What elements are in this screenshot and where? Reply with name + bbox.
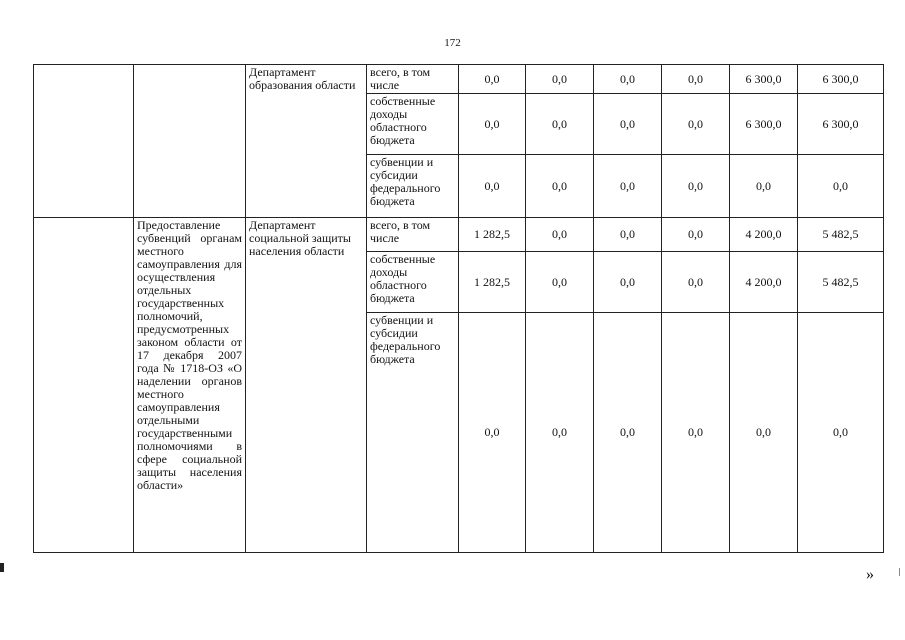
value-cell: 6 300,0 <box>730 65 798 94</box>
source-cell: субвенции и субсидии федерального бюджета <box>367 313 459 553</box>
value-cell: 0,0 <box>730 313 798 553</box>
budget-table <box>33 64 884 553</box>
page-number: 172 <box>444 37 461 49</box>
value-cell: 0,0 <box>594 94 662 155</box>
table-row <box>34 65 884 94</box>
number-cell <box>34 65 134 218</box>
executor-cell: Департамент социальной защиты населения области <box>246 218 367 553</box>
source-cell: собственные доходы областного бюджета <box>367 94 459 155</box>
value-cell: 0,0 <box>730 155 798 218</box>
value-cell: 5 482,5 <box>798 218 884 252</box>
value-cell: 0,0 <box>526 218 594 252</box>
source-cell: собственные доходы областного бюджета <box>367 252 459 313</box>
value-cell: 0,0 <box>798 155 884 218</box>
closing-quote: » <box>866 566 874 583</box>
value-cell: 4 200,0 <box>730 252 798 313</box>
source-cell: субвенции и субсидии федерального бюджета <box>367 155 459 218</box>
value-cell: 0,0 <box>594 65 662 94</box>
value-cell: 0,0 <box>526 94 594 155</box>
value-cell: 0,0 <box>526 252 594 313</box>
value-cell: 6 300,0 <box>798 94 884 155</box>
scan-edge-mark <box>899 568 900 576</box>
number-cell <box>34 218 134 553</box>
value-cell: 0,0 <box>662 94 730 155</box>
value-cell: 0,0 <box>662 65 730 94</box>
table-row <box>34 218 884 252</box>
value-cell: 6 300,0 <box>798 65 884 94</box>
value-cell: 0,0 <box>594 155 662 218</box>
value-cell: 0,0 <box>662 313 730 553</box>
value-cell: 0,0 <box>459 65 526 94</box>
value-cell: 5 482,5 <box>798 252 884 313</box>
value-cell: 4 200,0 <box>730 218 798 252</box>
value-cell: 0,0 <box>459 94 526 155</box>
value-cell: 0,0 <box>594 218 662 252</box>
value-cell: 0,0 <box>526 313 594 553</box>
value-cell: 6 300,0 <box>730 94 798 155</box>
value-cell: 0,0 <box>662 155 730 218</box>
executor-cell: Департамент образования области <box>246 65 367 218</box>
value-cell: 0,0 <box>594 252 662 313</box>
value-cell: 0,0 <box>662 218 730 252</box>
value-cell: 0,0 <box>594 313 662 553</box>
value-cell: 1 282,5 <box>459 252 526 313</box>
value-cell: 0,0 <box>662 252 730 313</box>
action-cell <box>134 65 246 218</box>
value-cell: 0,0 <box>526 155 594 218</box>
value-cell: 0,0 <box>459 155 526 218</box>
value-cell: 0,0 <box>526 65 594 94</box>
value-cell: 0,0 <box>798 313 884 553</box>
value-cell: 0,0 <box>459 313 526 553</box>
source-cell: всего, в том числе <box>367 218 459 252</box>
action-cell: Предоставление субвенций органам местного самоуправления для осуществления отдельных государственных полномочий, предусмотренных законом области от 17 декабря 2007 года № 1718-ОЗ «О наделении органов местного самоуправления отдельными государственными полномочиями в сфере социальной защиты населения области» <box>134 218 246 553</box>
source-cell: всего, в том числе <box>367 65 459 94</box>
scan-edge-mark <box>0 563 4 572</box>
value-cell: 1 282,5 <box>459 218 526 252</box>
